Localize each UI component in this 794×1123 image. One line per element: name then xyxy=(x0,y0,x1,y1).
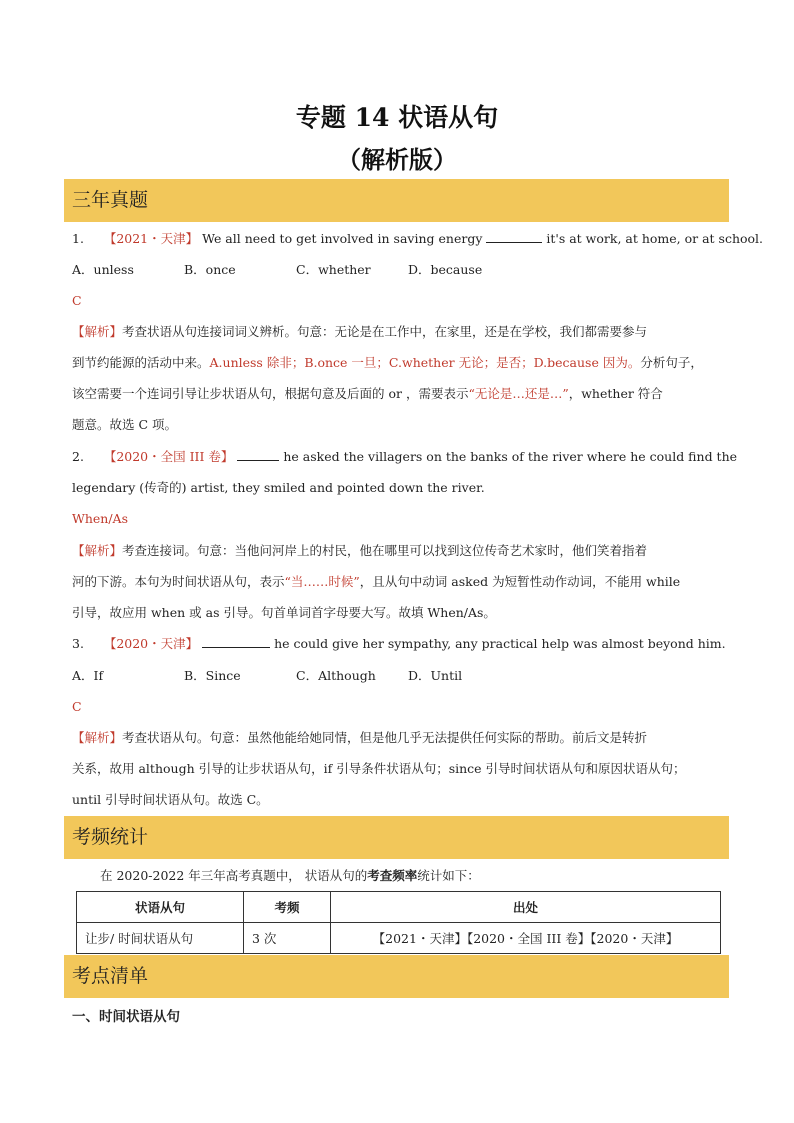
analysis-line xyxy=(72,384,727,404)
question-number: 2. xyxy=(72,449,84,464)
stats-intro xyxy=(100,866,755,886)
analysis-text: 该空需要一个连词引导让步状语从句，根据句意及后面的 or ，需要表示 xyxy=(72,386,469,401)
question-1-stem xyxy=(72,229,764,249)
option: D．because xyxy=(408,262,483,277)
analysis-text: “当……时候” xyxy=(284,574,360,589)
question-source-tag: 【2020・全国 III 卷】 xyxy=(103,449,234,464)
question-number: 1. xyxy=(72,231,84,246)
answer-blank xyxy=(202,634,270,648)
analysis-text: 考查状语从句连接词词义辨析。句意：无论是在工作中，在家里，还是在学校，我们都需要参与 xyxy=(122,324,648,339)
table-cell: 【2021・天津】【2020・全国 III 卷】【2020・天津】 xyxy=(331,923,721,954)
analysis-label: 【解析】 xyxy=(72,730,123,745)
table-header: 出处 xyxy=(331,892,721,923)
analysis-line: 引导，故应用 when 或 as 引导。句首单词首字母要大写。故填 When/As。 xyxy=(72,605,496,620)
table-header: 考频 xyxy=(244,892,331,923)
question-2-stem xyxy=(72,447,738,467)
stats-intro-text: 统计如下： xyxy=(417,868,480,883)
analysis-line xyxy=(72,353,727,373)
option: C．Although xyxy=(296,668,376,683)
question-1-answer: C xyxy=(72,293,82,308)
option: B．once xyxy=(184,262,236,277)
subsection-heading: 一、时间状语从句 xyxy=(72,1009,180,1025)
page-title: 专题 14 状语从句 xyxy=(295,103,499,132)
section-banner-frequency: 考频统计 xyxy=(64,816,729,859)
option: C．whether xyxy=(296,262,371,277)
question-text: legendary (传奇的) artist, they smiled and pointed down the river. xyxy=(72,480,485,495)
analysis-label: 【解析】 xyxy=(72,543,123,558)
analysis-line: 关系，故用 although 引导的让步状语从句，if 引导条件状语从句；since 引导时间状语从句和原因状语从句； xyxy=(72,761,686,776)
question-source-tag: 【2020・天津】 xyxy=(103,636,199,651)
question-3-stem xyxy=(72,634,727,654)
question-source-tag: 【2021・天津】 xyxy=(103,231,199,246)
analysis-text: ，whether 符合 xyxy=(568,386,663,401)
stats-intro-bold: 考查频率 xyxy=(367,868,418,883)
question-2-answer: When/As xyxy=(72,511,128,526)
analysis-line xyxy=(72,322,727,342)
stats-intro-text: 在 2020-2022 年三年高考真题中， 状语从句的 xyxy=(100,868,368,883)
analysis-text: 河的下游。本句为时间状语从句，表示 xyxy=(72,574,285,589)
frequency-table xyxy=(76,891,721,954)
question-text: he asked the villagers on the banks of the river where he could find the xyxy=(283,449,738,464)
option: A．unless xyxy=(72,262,134,277)
table-row xyxy=(77,923,721,954)
analysis-text: ，且从句中动词 asked 为短暂性动作动词，不能用 while xyxy=(359,574,681,589)
question-text: We all need to get involved in saving energy xyxy=(202,231,483,246)
option: B．Since xyxy=(184,668,241,683)
analysis-line xyxy=(72,541,727,561)
page-subtitle: （解析版） xyxy=(337,145,457,174)
analysis-text: 分析句子， xyxy=(640,355,703,370)
analysis-line xyxy=(72,572,727,592)
question-3-answer: C xyxy=(72,699,82,714)
analysis-label: 【解析】 xyxy=(72,324,123,339)
analysis-text: “无论是…还是…” xyxy=(468,386,569,401)
analysis-text: 考查连接词。句意：当他问河岸上的村民，他在哪里可以找到这位传奇艺术家时，他们笑着指着 xyxy=(122,543,648,558)
option: A．If xyxy=(72,668,104,683)
analysis-text: A.unless 除非；B.once 一旦；C.whether 无论；是否；D.because 因为。 xyxy=(209,355,641,370)
question-3-options xyxy=(72,666,727,686)
answer-blank xyxy=(486,229,542,243)
analysis-line: 题意。故选 C 项。 xyxy=(72,417,178,432)
section-banner-past-papers: 三年真题 xyxy=(64,179,729,222)
answer-blank xyxy=(237,447,279,461)
analysis-line xyxy=(72,728,727,748)
table-header-row xyxy=(77,892,721,923)
question-1-options xyxy=(72,260,727,280)
table-cell: 让步/ 时间状语从句 xyxy=(77,923,244,954)
analysis-line: until 引导时间状语从句。故选 C。 xyxy=(72,792,269,807)
section-banner-checklist: 考点清单 xyxy=(64,955,729,998)
question-number: 3. xyxy=(72,636,84,651)
question-text: it's at work, at home, or at school. xyxy=(546,231,764,246)
analysis-text: 到节约能源的活动中来。 xyxy=(72,355,210,370)
analysis-text: 考查状语从句。句意：虽然他能给她同情，但是他几乎无法提供任何实际的帮助。前后文是转折 xyxy=(122,730,648,745)
question-text: he could give her sympathy, any practical help was almost beyond him. xyxy=(274,636,726,651)
table-header: 状语从句 xyxy=(77,892,244,923)
option: D．Until xyxy=(408,668,463,683)
table-cell: 3 次 xyxy=(244,923,331,954)
